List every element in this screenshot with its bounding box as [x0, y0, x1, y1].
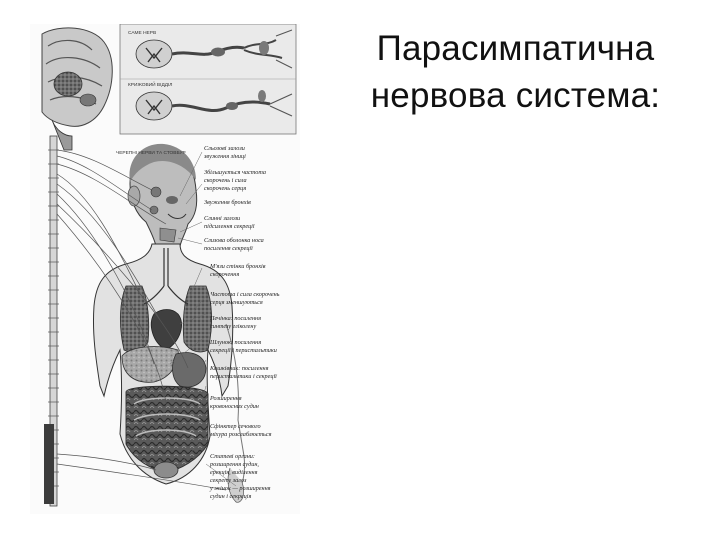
header-caption: ЧЕРЕПНІ НЕРВИ ТА СТОВБУР	[116, 151, 186, 156]
caption-line: секрету залоз	[210, 477, 247, 484]
caption-line: скорочень серця	[204, 185, 247, 192]
caption-line: судин і секреція	[210, 493, 252, 500]
caption-line: міхура розслаблюється	[210, 431, 272, 438]
caption-line: синтезу глікогену	[210, 323, 257, 330]
inset-label-bottom: КРИЖОВИЙ ВІДДІЛ	[128, 83, 173, 88]
parasympathetic-diagram	[30, 24, 300, 514]
caption-line: розширення судин,	[210, 461, 259, 468]
caption-line: Шлунок: посилення	[210, 339, 262, 346]
slide-title	[338, 25, 693, 119]
caption-line: Сльозові залози	[204, 145, 245, 152]
spinal-cord-inset	[120, 24, 296, 134]
caption-line: М'язи стінки бронхів	[210, 263, 266, 270]
caption-line: Сфінктер сечового	[210, 423, 261, 430]
caption-line: Статеві органи:	[210, 453, 255, 460]
caption-line: кровоносних судин	[210, 403, 259, 410]
caption-line: Слизова оболонка носа	[204, 237, 264, 244]
caption-line: перистальтики і секреції	[210, 373, 277, 380]
caption-line: секреції і перистальтики	[210, 347, 277, 354]
inset-label-top: САМЕ НЕРВ	[128, 31, 157, 36]
slide-title-line-2: нервова система:	[370, 76, 661, 115]
caption-line: Розширення	[210, 395, 242, 402]
caption-line: скорочення	[210, 271, 240, 278]
caption-line: посилення секреції	[204, 245, 253, 252]
caption-line: Частота і сила скорочень	[210, 291, 280, 298]
caption-line: Кишківник: посилення	[210, 365, 269, 372]
caption-line: Звуження бронхів	[204, 199, 251, 206]
caption-line: серця зменшуються	[210, 299, 263, 306]
caption-line: Слинні залози	[204, 215, 241, 222]
caption-line: Печінка: посилення	[210, 315, 261, 322]
caption-line: Збільшується частота	[204, 169, 266, 176]
caption-line: звуження зіниці	[204, 153, 246, 160]
caption-line: скорочень і сила	[204, 177, 247, 184]
slide-title-line-1: Парасимпатична	[376, 29, 655, 68]
caption-line: ерекція, виділення	[210, 469, 258, 476]
anatomy-figure	[30, 24, 300, 514]
caption-line: у жінок — розширення	[210, 485, 271, 492]
caption-line: підсилення секреції	[204, 223, 255, 230]
